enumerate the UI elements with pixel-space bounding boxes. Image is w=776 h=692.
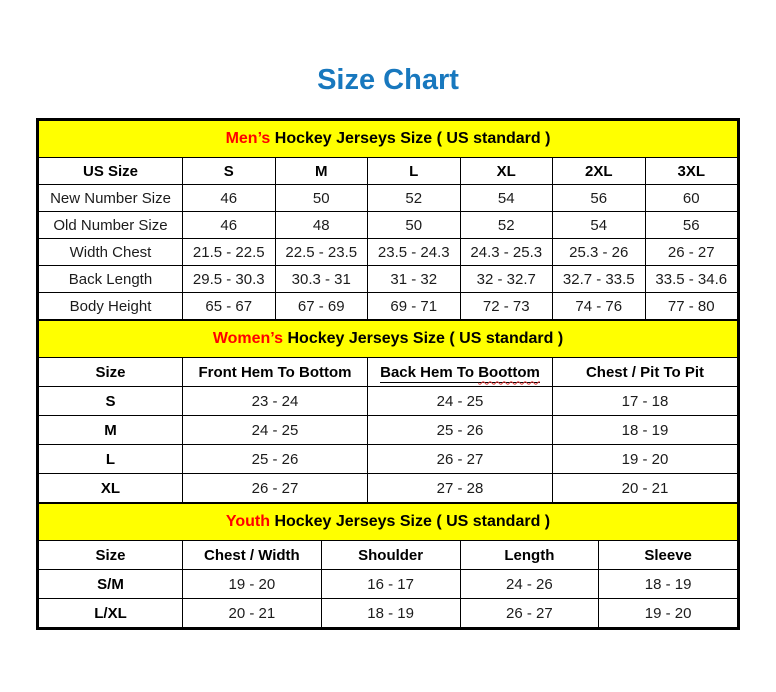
value-cell: 54	[460, 185, 553, 212]
value-cell: 23.5 - 24.3	[368, 239, 461, 266]
column-header: S	[183, 158, 276, 185]
column-header: Chest / Pit To Pit	[553, 358, 738, 387]
table-row	[39, 570, 738, 599]
size-cell: S/M	[39, 570, 183, 599]
womens-section-title-rest: Hockey Jerseys Size ( US standard )	[283, 330, 564, 347]
column-header: Sleeve	[599, 541, 738, 570]
column-header: Size	[39, 541, 183, 570]
size-cell: L	[39, 445, 183, 474]
value-cell: 65 - 67	[183, 293, 276, 320]
value-cell: 24 - 26	[460, 570, 599, 599]
value-cell: 50	[275, 185, 368, 212]
value-cell: 18 - 19	[553, 416, 738, 445]
value-cell: 25 - 26	[183, 445, 368, 474]
column-header: Front Hem To Bottom	[183, 358, 368, 387]
table-row	[39, 387, 738, 416]
value-cell: 46	[183, 185, 276, 212]
value-cell: 56	[553, 185, 646, 212]
value-cell: 17 - 18	[553, 387, 738, 416]
value-cell: 72 - 73	[460, 293, 553, 320]
value-cell: 16 - 17	[321, 570, 460, 599]
value-cell: 25.3 - 26	[553, 239, 646, 266]
row-label: Width Chest	[39, 239, 183, 266]
value-cell: 18 - 19	[321, 599, 460, 628]
column-header: Length	[460, 541, 599, 570]
youth-size-table	[38, 503, 738, 628]
youth-section-title-highlight: Youth	[225, 513, 270, 530]
column-header: Shoulder	[321, 541, 460, 570]
table-row	[39, 416, 738, 445]
value-cell: 20 - 21	[183, 599, 322, 628]
value-cell: 20 - 21	[553, 474, 738, 503]
column-header: XL	[460, 158, 553, 185]
value-cell: 24 - 25	[368, 387, 553, 416]
size-chart-tables	[36, 118, 740, 630]
womens-section-title	[39, 321, 738, 358]
value-cell: 69 - 71	[368, 293, 461, 320]
table-row	[39, 293, 738, 320]
table-row	[39, 185, 738, 212]
mens-column-header-row	[39, 158, 738, 185]
value-cell: 77 - 80	[645, 293, 738, 320]
value-cell: 60	[645, 185, 738, 212]
row-label: Back Length	[39, 266, 183, 293]
youth-section-title	[39, 504, 738, 541]
column-header-back-hem	[368, 358, 553, 387]
underlined-text: Back Hem To	[380, 363, 479, 381]
mens-section-title	[39, 121, 738, 158]
column-header: Chest / Width	[183, 541, 322, 570]
value-cell: 67 - 69	[275, 293, 368, 320]
table-row	[39, 599, 738, 628]
mens-section-title-highlight: Men’s	[225, 130, 271, 147]
value-cell: 24 - 25	[183, 416, 368, 445]
mens-section-title-rest: Hockey Jerseys Size ( US standard )	[270, 130, 551, 147]
value-cell: 52	[368, 185, 461, 212]
column-header: M	[275, 158, 368, 185]
value-cell: 31 - 32	[368, 266, 461, 293]
value-cell: 19 - 20	[183, 570, 322, 599]
table-row	[39, 445, 738, 474]
size-cell: XL	[39, 474, 183, 503]
value-cell: 27 - 28	[368, 474, 553, 503]
row-label: Old Number Size	[39, 212, 183, 239]
value-cell: 32 - 32.7	[460, 266, 553, 293]
youth-column-header-row	[39, 541, 738, 570]
column-header: L	[368, 158, 461, 185]
value-cell: 33.5 - 34.6	[645, 266, 738, 293]
value-cell: 26 - 27	[645, 239, 738, 266]
value-cell: 74 - 76	[553, 293, 646, 320]
womens-section-title-highlight: Women’s	[212, 330, 284, 347]
size-cell: S	[39, 387, 183, 416]
value-cell: 56	[645, 212, 738, 239]
youth-section-header-row	[39, 504, 738, 541]
column-header: Size	[39, 358, 183, 387]
value-cell: 30.3 - 31	[275, 266, 368, 293]
size-cell: L/XL	[39, 599, 183, 628]
value-cell: 48	[275, 212, 368, 239]
value-cell: 26 - 27	[368, 445, 553, 474]
value-cell: 52	[460, 212, 553, 239]
womens-column-header-row	[39, 358, 738, 387]
misspelled-word: Boottom	[478, 363, 540, 381]
value-cell: 54	[553, 212, 646, 239]
value-cell: 26 - 27	[183, 474, 368, 503]
value-cell: 23 - 24	[183, 387, 368, 416]
value-cell: 46	[183, 212, 276, 239]
value-cell: 32.7 - 33.5	[553, 266, 646, 293]
value-cell: 22.5 - 23.5	[275, 239, 368, 266]
row-label: New Number Size	[39, 185, 183, 212]
table-row	[39, 266, 738, 293]
value-cell: 26 - 27	[460, 599, 599, 628]
value-cell: 29.5 - 30.3	[183, 266, 276, 293]
column-header: 2XL	[553, 158, 646, 185]
value-cell: 19 - 20	[553, 445, 738, 474]
youth-section-title-rest: Hockey Jerseys Size ( US standard )	[270, 513, 551, 530]
column-header: US Size	[39, 158, 183, 185]
womens-section-header-row	[39, 321, 738, 358]
column-header: 3XL	[645, 158, 738, 185]
row-label: Body Height	[39, 293, 183, 320]
value-cell: 18 - 19	[599, 570, 738, 599]
value-cell: 50	[368, 212, 461, 239]
value-cell: 24.3 - 25.3	[460, 239, 553, 266]
table-row	[39, 239, 738, 266]
page-title: Size Chart	[317, 64, 459, 96]
table-row	[39, 212, 738, 239]
mens-size-table	[38, 120, 738, 320]
value-cell: 21.5 - 22.5	[183, 239, 276, 266]
womens-size-table	[38, 320, 738, 503]
table-row	[39, 474, 738, 503]
mens-section-header-row	[39, 121, 738, 158]
value-cell: 25 - 26	[368, 416, 553, 445]
value-cell: 19 - 20	[599, 599, 738, 628]
size-cell: M	[39, 416, 183, 445]
